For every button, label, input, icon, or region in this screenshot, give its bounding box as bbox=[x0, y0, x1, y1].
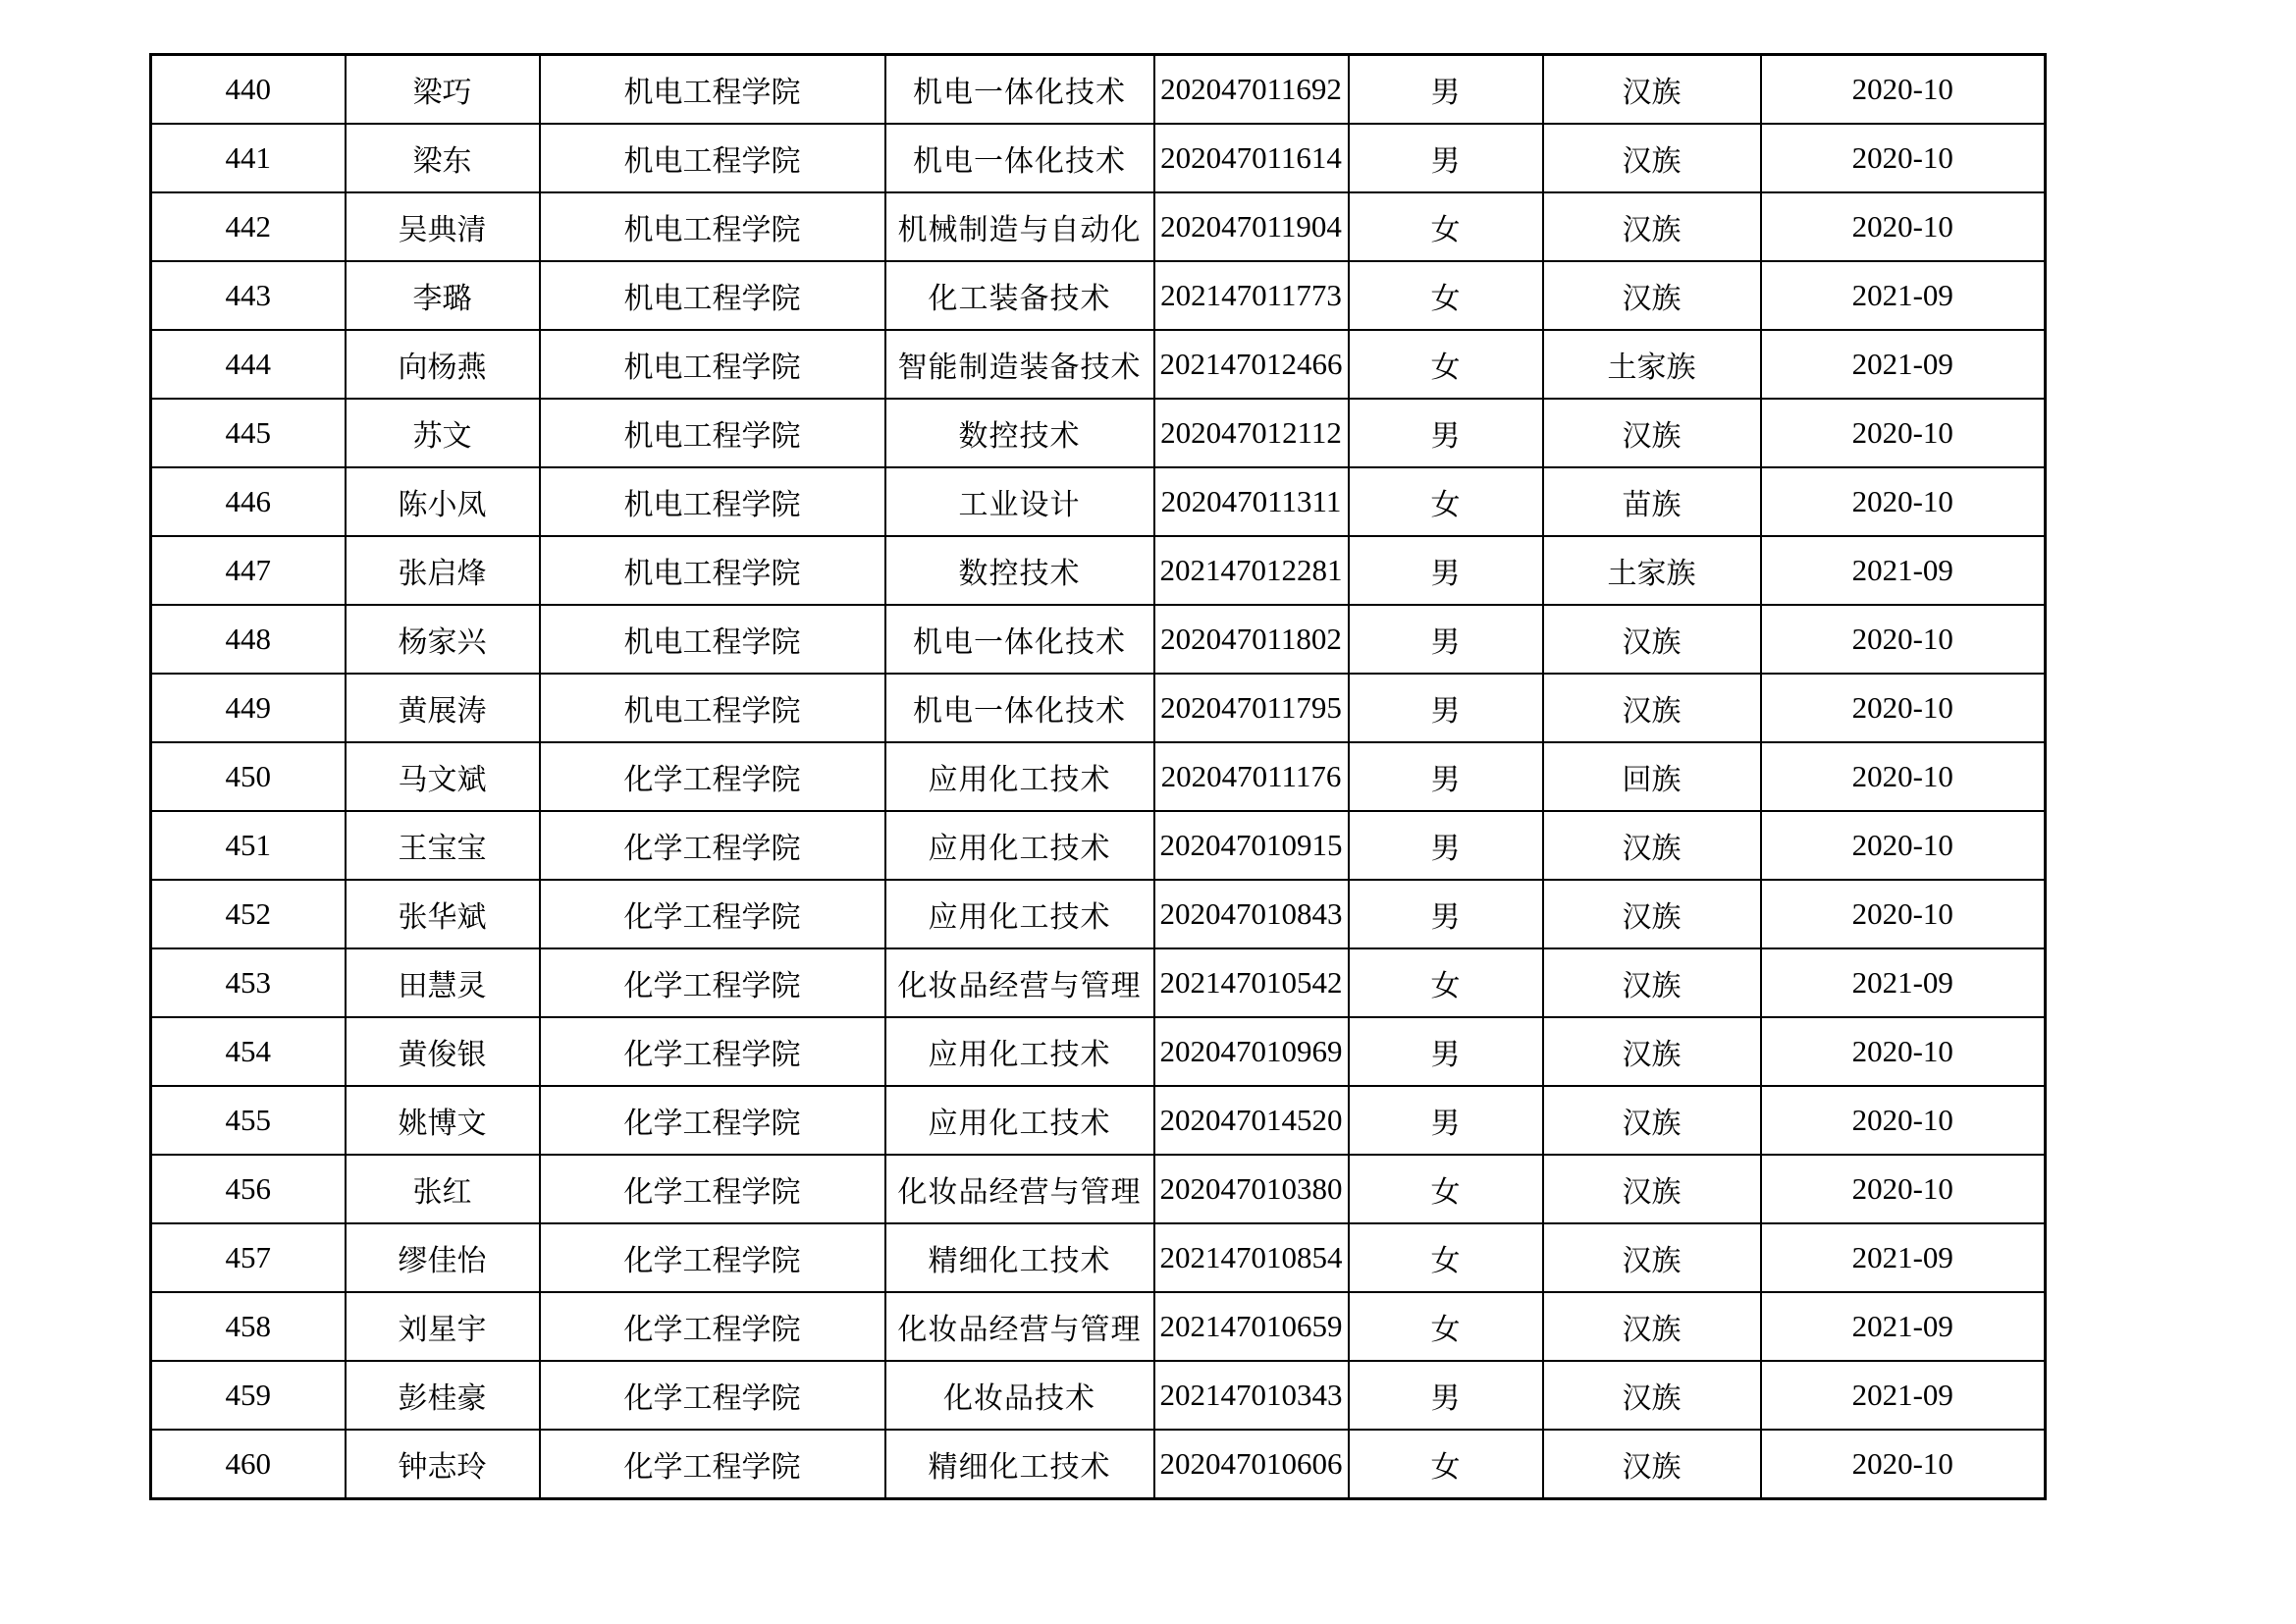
cell-ethnicity: 汉族 bbox=[1543, 1223, 1761, 1292]
cell-major: 应用化工技术 bbox=[885, 1086, 1154, 1155]
cell-major: 机电一体化技术 bbox=[885, 124, 1154, 192]
cell-student-name: 张启烽 bbox=[346, 536, 540, 605]
roster-body bbox=[151, 55, 2046, 1499]
cell-ethnicity: 汉族 bbox=[1543, 605, 1761, 674]
cell-major: 精细化工技术 bbox=[885, 1223, 1154, 1292]
cell-ethnicity: 汉族 bbox=[1543, 811, 1761, 880]
cell-college: 化学工程学院 bbox=[540, 948, 885, 1017]
cell-row-number: 455 bbox=[151, 1086, 346, 1155]
table-row bbox=[151, 536, 2046, 605]
cell-gender: 男 bbox=[1349, 124, 1543, 192]
cell-student-id: 202047011795 bbox=[1154, 674, 1349, 742]
cell-row-number: 452 bbox=[151, 880, 346, 948]
cell-student-name: 梁巧 bbox=[346, 55, 540, 125]
cell-enroll-date: 2021-09 bbox=[1761, 536, 2046, 605]
cell-ethnicity: 汉族 bbox=[1543, 124, 1761, 192]
cell-college: 化学工程学院 bbox=[540, 811, 885, 880]
cell-gender: 男 bbox=[1349, 742, 1543, 811]
cell-enroll-date: 2020-10 bbox=[1761, 674, 2046, 742]
cell-row-number: 456 bbox=[151, 1155, 346, 1223]
cell-college: 化学工程学院 bbox=[540, 1361, 885, 1430]
cell-student-name: 李璐 bbox=[346, 261, 540, 330]
cell-college: 机电工程学院 bbox=[540, 124, 885, 192]
cell-enroll-date: 2021-09 bbox=[1761, 1361, 2046, 1430]
table-row bbox=[151, 1292, 2046, 1361]
cell-major: 机电一体化技术 bbox=[885, 674, 1154, 742]
table-row bbox=[151, 1430, 2046, 1499]
cell-student-name: 张红 bbox=[346, 1155, 540, 1223]
cell-ethnicity: 土家族 bbox=[1543, 536, 1761, 605]
cell-row-number: 450 bbox=[151, 742, 346, 811]
cell-student-name: 彭桂豪 bbox=[346, 1361, 540, 1430]
cell-major: 化妆品经营与管理 bbox=[885, 1155, 1154, 1223]
cell-row-number: 451 bbox=[151, 811, 346, 880]
cell-gender: 男 bbox=[1349, 1361, 1543, 1430]
cell-ethnicity: 汉族 bbox=[1543, 1155, 1761, 1223]
cell-major: 化妆品技术 bbox=[885, 1361, 1154, 1430]
cell-college: 机电工程学院 bbox=[540, 330, 885, 399]
cell-ethnicity: 回族 bbox=[1543, 742, 1761, 811]
cell-student-name: 马文斌 bbox=[346, 742, 540, 811]
table-row bbox=[151, 605, 2046, 674]
cell-row-number: 449 bbox=[151, 674, 346, 742]
cell-gender: 女 bbox=[1349, 1155, 1543, 1223]
cell-student-name: 钟志玲 bbox=[346, 1430, 540, 1499]
cell-major: 工业设计 bbox=[885, 467, 1154, 536]
cell-major: 应用化工技术 bbox=[885, 811, 1154, 880]
cell-college: 机电工程学院 bbox=[540, 399, 885, 467]
cell-enroll-date: 2020-10 bbox=[1761, 192, 2046, 261]
cell-major: 数控技术 bbox=[885, 399, 1154, 467]
cell-student-name: 杨家兴 bbox=[346, 605, 540, 674]
cell-major: 机电一体化技术 bbox=[885, 605, 1154, 674]
cell-student-name: 田慧灵 bbox=[346, 948, 540, 1017]
cell-gender: 男 bbox=[1349, 536, 1543, 605]
cell-row-number: 457 bbox=[151, 1223, 346, 1292]
cell-gender: 男 bbox=[1349, 880, 1543, 948]
table-row bbox=[151, 261, 2046, 330]
cell-college: 化学工程学院 bbox=[540, 880, 885, 948]
cell-student-name: 黄俊银 bbox=[346, 1017, 540, 1086]
table-row bbox=[151, 124, 2046, 192]
cell-student-id: 202147012466 bbox=[1154, 330, 1349, 399]
table-row bbox=[151, 1086, 2046, 1155]
cell-major: 智能制造装备技术 bbox=[885, 330, 1154, 399]
cell-student-id: 202047011904 bbox=[1154, 192, 1349, 261]
cell-major: 化工装备技术 bbox=[885, 261, 1154, 330]
cell-college: 机电工程学院 bbox=[540, 192, 885, 261]
cell-ethnicity: 汉族 bbox=[1543, 1361, 1761, 1430]
cell-enroll-date: 2020-10 bbox=[1761, 55, 2046, 125]
cell-ethnicity: 汉族 bbox=[1543, 1292, 1761, 1361]
cell-gender: 女 bbox=[1349, 1292, 1543, 1361]
cell-ethnicity: 汉族 bbox=[1543, 192, 1761, 261]
table-row bbox=[151, 1017, 2046, 1086]
cell-college: 化学工程学院 bbox=[540, 742, 885, 811]
cell-student-id: 202047011176 bbox=[1154, 742, 1349, 811]
cell-ethnicity: 汉族 bbox=[1543, 674, 1761, 742]
table-row bbox=[151, 880, 2046, 948]
cell-gender: 男 bbox=[1349, 674, 1543, 742]
cell-enroll-date: 2020-10 bbox=[1761, 811, 2046, 880]
cell-college: 机电工程学院 bbox=[540, 261, 885, 330]
cell-student-name: 刘星宇 bbox=[346, 1292, 540, 1361]
student-roster-table bbox=[149, 53, 2047, 1500]
cell-student-name: 张华斌 bbox=[346, 880, 540, 948]
cell-row-number: 440 bbox=[151, 55, 346, 125]
cell-student-id: 202047011802 bbox=[1154, 605, 1349, 674]
cell-gender: 女 bbox=[1349, 1223, 1543, 1292]
cell-enroll-date: 2020-10 bbox=[1761, 1017, 2046, 1086]
table-row bbox=[151, 1361, 2046, 1430]
cell-student-id: 202147012281 bbox=[1154, 536, 1349, 605]
cell-gender: 女 bbox=[1349, 467, 1543, 536]
cell-row-number: 446 bbox=[151, 467, 346, 536]
cell-ethnicity: 汉族 bbox=[1543, 55, 1761, 125]
cell-student-id: 202147011773 bbox=[1154, 261, 1349, 330]
cell-student-id: 202047014520 bbox=[1154, 1086, 1349, 1155]
cell-enroll-date: 2020-10 bbox=[1761, 467, 2046, 536]
cell-student-name: 陈小凤 bbox=[346, 467, 540, 536]
cell-student-id: 202047011311 bbox=[1154, 467, 1349, 536]
cell-gender: 女 bbox=[1349, 192, 1543, 261]
cell-student-id: 202147010542 bbox=[1154, 948, 1349, 1017]
cell-student-id: 202047010606 bbox=[1154, 1430, 1349, 1499]
cell-row-number: 453 bbox=[151, 948, 346, 1017]
cell-major: 数控技术 bbox=[885, 536, 1154, 605]
cell-gender: 女 bbox=[1349, 261, 1543, 330]
cell-ethnicity: 汉族 bbox=[1543, 1430, 1761, 1499]
cell-enroll-date: 2020-10 bbox=[1761, 1086, 2046, 1155]
cell-college: 机电工程学院 bbox=[540, 605, 885, 674]
cell-student-id: 202047011614 bbox=[1154, 124, 1349, 192]
cell-row-number: 447 bbox=[151, 536, 346, 605]
cell-college: 化学工程学院 bbox=[540, 1223, 885, 1292]
cell-row-number: 448 bbox=[151, 605, 346, 674]
cell-student-name: 梁东 bbox=[346, 124, 540, 192]
table-row bbox=[151, 55, 2046, 125]
cell-enroll-date: 2021-09 bbox=[1761, 330, 2046, 399]
cell-college: 化学工程学院 bbox=[540, 1292, 885, 1361]
cell-enroll-date: 2020-10 bbox=[1761, 605, 2046, 674]
cell-gender: 女 bbox=[1349, 1430, 1543, 1499]
cell-row-number: 454 bbox=[151, 1017, 346, 1086]
cell-row-number: 458 bbox=[151, 1292, 346, 1361]
cell-enroll-date: 2021-09 bbox=[1761, 1223, 2046, 1292]
cell-gender: 男 bbox=[1349, 399, 1543, 467]
table-row bbox=[151, 399, 2046, 467]
table-row bbox=[151, 1155, 2046, 1223]
cell-ethnicity: 汉族 bbox=[1543, 261, 1761, 330]
cell-ethnicity: 汉族 bbox=[1543, 1086, 1761, 1155]
table-row bbox=[151, 1223, 2046, 1292]
cell-ethnicity: 苗族 bbox=[1543, 467, 1761, 536]
table-row bbox=[151, 811, 2046, 880]
cell-gender: 男 bbox=[1349, 1086, 1543, 1155]
cell-ethnicity: 汉族 bbox=[1543, 1017, 1761, 1086]
cell-gender: 男 bbox=[1349, 1017, 1543, 1086]
table-row bbox=[151, 330, 2046, 399]
cell-major: 应用化工技术 bbox=[885, 880, 1154, 948]
cell-student-id: 202047011692 bbox=[1154, 55, 1349, 125]
table-row bbox=[151, 674, 2046, 742]
cell-college: 机电工程学院 bbox=[540, 674, 885, 742]
table-row bbox=[151, 948, 2046, 1017]
cell-student-name: 向杨燕 bbox=[346, 330, 540, 399]
cell-row-number: 443 bbox=[151, 261, 346, 330]
cell-student-name: 吴典清 bbox=[346, 192, 540, 261]
cell-gender: 男 bbox=[1349, 811, 1543, 880]
cell-enroll-date: 2021-09 bbox=[1761, 948, 2046, 1017]
cell-student-id: 202047010969 bbox=[1154, 1017, 1349, 1086]
cell-college: 化学工程学院 bbox=[540, 1086, 885, 1155]
cell-row-number: 445 bbox=[151, 399, 346, 467]
cell-row-number: 442 bbox=[151, 192, 346, 261]
cell-ethnicity: 汉族 bbox=[1543, 399, 1761, 467]
cell-gender: 女 bbox=[1349, 330, 1543, 399]
cell-student-id: 202147010659 bbox=[1154, 1292, 1349, 1361]
cell-enroll-date: 2020-10 bbox=[1761, 742, 2046, 811]
cell-enroll-date: 2020-10 bbox=[1761, 880, 2046, 948]
cell-row-number: 460 bbox=[151, 1430, 346, 1499]
cell-college: 机电工程学院 bbox=[540, 536, 885, 605]
table-row bbox=[151, 467, 2046, 536]
cell-major: 化妆品经营与管理 bbox=[885, 1292, 1154, 1361]
cell-college: 化学工程学院 bbox=[540, 1430, 885, 1499]
cell-college: 化学工程学院 bbox=[540, 1017, 885, 1086]
cell-major: 应用化工技术 bbox=[885, 742, 1154, 811]
cell-major: 化妆品经营与管理 bbox=[885, 948, 1154, 1017]
cell-ethnicity: 汉族 bbox=[1543, 880, 1761, 948]
table-row bbox=[151, 742, 2046, 811]
cell-student-id: 202047012112 bbox=[1154, 399, 1349, 467]
cell-major: 应用化工技术 bbox=[885, 1017, 1154, 1086]
cell-student-id: 202147010343 bbox=[1154, 1361, 1349, 1430]
cell-college: 机电工程学院 bbox=[540, 55, 885, 125]
cell-student-id: 202047010843 bbox=[1154, 880, 1349, 948]
cell-student-name: 姚博文 bbox=[346, 1086, 540, 1155]
cell-gender: 男 bbox=[1349, 605, 1543, 674]
cell-student-name: 黄展涛 bbox=[346, 674, 540, 742]
cell-student-id: 202047010380 bbox=[1154, 1155, 1349, 1223]
cell-gender: 男 bbox=[1349, 55, 1543, 125]
cell-major: 精细化工技术 bbox=[885, 1430, 1154, 1499]
cell-major: 机械制造与自动化 bbox=[885, 192, 1154, 261]
cell-enroll-date: 2020-10 bbox=[1761, 124, 2046, 192]
cell-major: 机电一体化技术 bbox=[885, 55, 1154, 125]
cell-enroll-date: 2021-09 bbox=[1761, 261, 2046, 330]
cell-college: 机电工程学院 bbox=[540, 467, 885, 536]
cell-ethnicity: 汉族 bbox=[1543, 948, 1761, 1017]
cell-enroll-date: 2020-10 bbox=[1761, 399, 2046, 467]
cell-student-name: 王宝宝 bbox=[346, 811, 540, 880]
cell-row-number: 444 bbox=[151, 330, 346, 399]
cell-college: 化学工程学院 bbox=[540, 1155, 885, 1223]
cell-student-name: 缪佳怡 bbox=[346, 1223, 540, 1292]
cell-student-id: 202047010915 bbox=[1154, 811, 1349, 880]
cell-enroll-date: 2020-10 bbox=[1761, 1155, 2046, 1223]
cell-student-name: 苏文 bbox=[346, 399, 540, 467]
cell-row-number: 459 bbox=[151, 1361, 346, 1430]
table-row bbox=[151, 192, 2046, 261]
cell-enroll-date: 2020-10 bbox=[1761, 1430, 2046, 1499]
cell-enroll-date: 2021-09 bbox=[1761, 1292, 2046, 1361]
cell-gender: 女 bbox=[1349, 948, 1543, 1017]
cell-student-id: 202147010854 bbox=[1154, 1223, 1349, 1292]
cell-row-number: 441 bbox=[151, 124, 346, 192]
cell-ethnicity: 土家族 bbox=[1543, 330, 1761, 399]
